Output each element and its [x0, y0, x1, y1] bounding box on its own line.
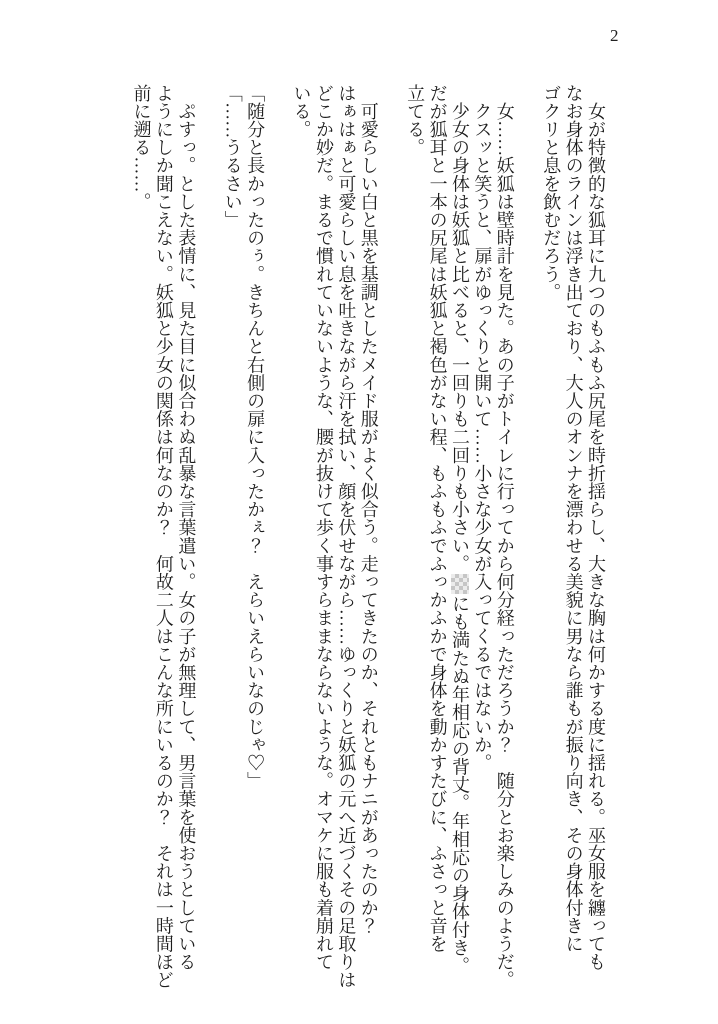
text-column: 女が特徴的な狐耳に九つのもふもふ尻尾を時折揺らし、大きな胸は何かする度に揺れる。巫女服を纏っても	[586, 84, 606, 971]
text-column: ゴクリと息を飲むだろう。	[541, 84, 562, 302]
censor-mosaic	[451, 574, 469, 594]
text-column: だが狐耳と一本の尻尾は妖狐と褐色がない程、もふもふでふっかふかで身体を動かすたびに、ふさっと音を	[427, 84, 448, 953]
text-column: 前に遡る……。	[131, 84, 152, 211]
text-column: どこか妙だ。まるで慣れていないような、腰が抜けて歩く事すらままならないような。オマケに服も着崩れて	[313, 84, 334, 971]
text-column: なお身体のラインは浮き出ており、大人のオンナを漂わせる美貌に男なら誰もが振り向き、その身体付きに	[563, 84, 584, 953]
text-column: 「随分と長かったのぅ。きちんと右側の扉に入ったかぇ？ えらいえらいなのじゃ♡」	[245, 84, 266, 790]
text-body	[130, 84, 607, 992]
text-column: いる。	[291, 84, 312, 139]
text-column: 立てる。	[405, 84, 426, 157]
text-column: 「……うるさい」	[222, 84, 243, 229]
text-column: クスッと笑うと、扉がゆっくりと開いて……小さな少女が入ってくるではないか。	[472, 84, 493, 772]
text-column: 女……妖狐は壁時計を見た。あの子がトイレに行ってから何分経っただろうか？ 随分とお楽しみのようだ。	[494, 84, 515, 989]
text-column: はぁはぁと可愛らしい息を吐きながら汗を拭い、顔を伏せながら……ゆっくりと妖狐の元へ近づくその足取りは	[336, 84, 357, 989]
text-column: 少女の身体は妖狐と比べると、一回りも二回りも小さい。にも満たぬ年相応の背丈。年相応の身体付き。	[449, 84, 470, 975]
text-column: 可愛らしい白と黒を基調としたメイド服がよく似合う。走ってきたのか、それともナニがあったのか？	[358, 84, 379, 935]
text-column: ようにしか聞こえない。妖狐と少女の関係は何なのか？ 何故二人はこんな所にいるのか？ それは一時間ほど	[153, 84, 174, 989]
text-column: ぷすっ。とした表情に、見た目に似合わぬ乱暴な言葉遣い。女の子が無理して、男言葉を使おうとしている	[176, 84, 197, 971]
page-number: 2	[610, 26, 619, 45]
